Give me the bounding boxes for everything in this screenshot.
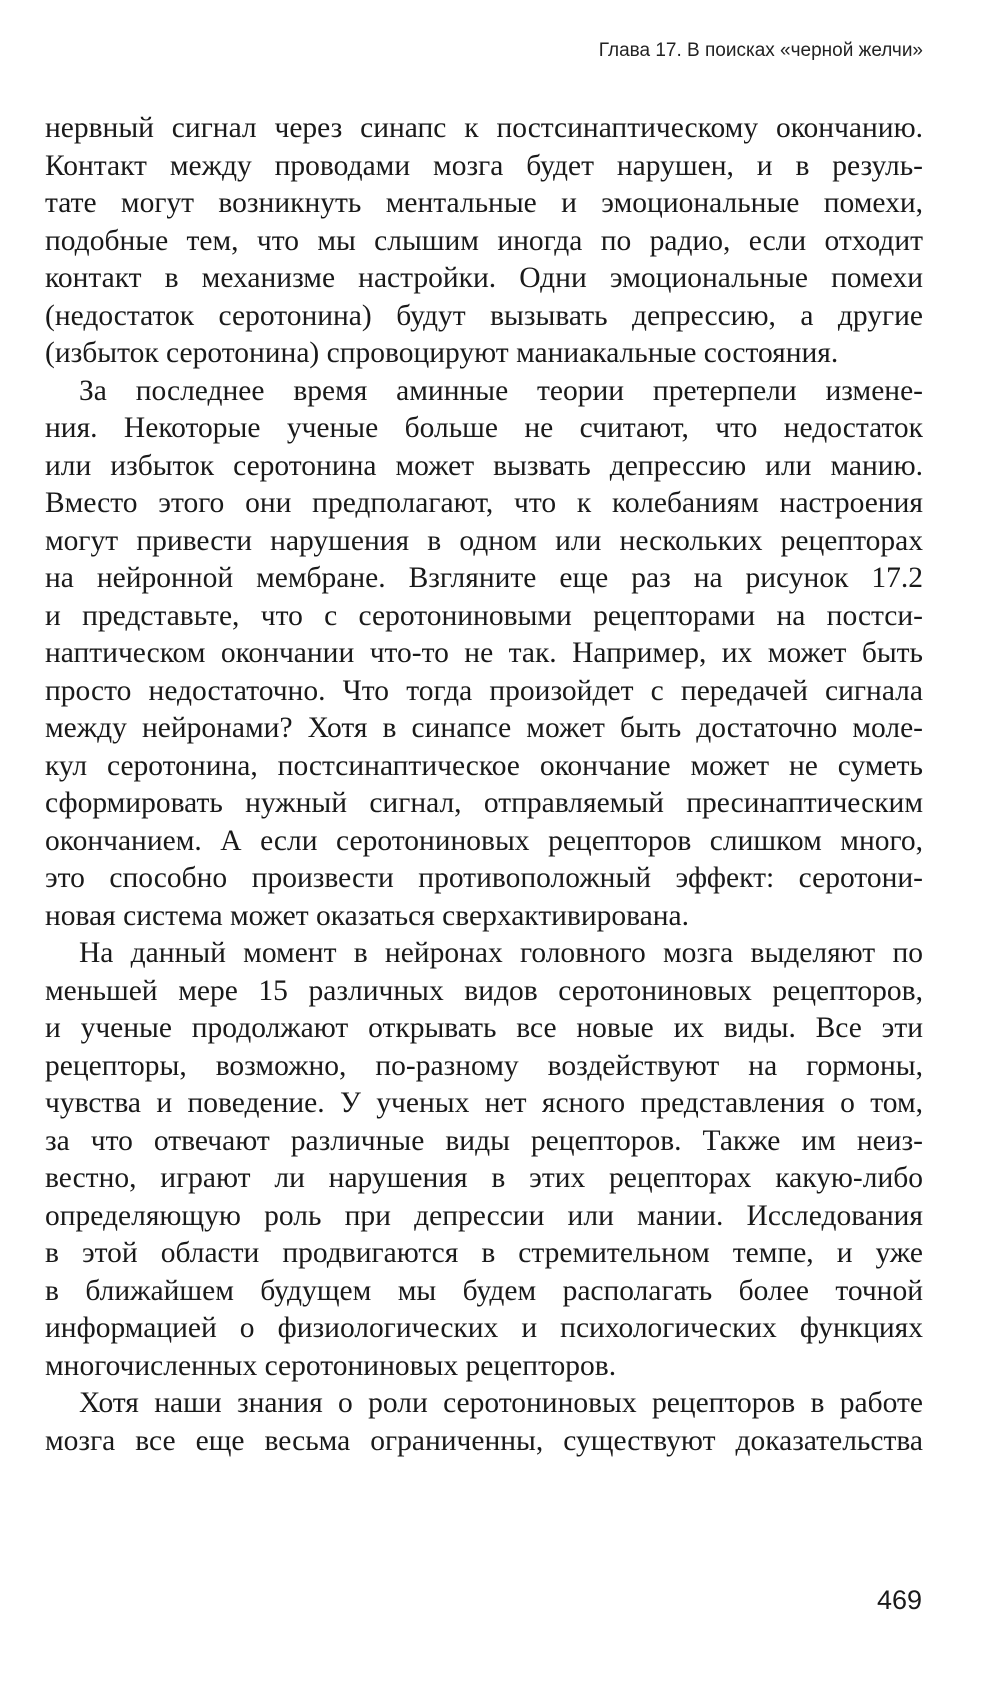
text-line: Контакт между проводами мозга будет нарушен, и в резуль- [45, 149, 923, 182]
text-line: кул серотонина, постсинаптическое окончание может не суметь [45, 749, 923, 782]
paragraph-4 [45, 1385, 923, 1460]
text-line: контакт в механизме настройки. Одни эмоциональные помехи [45, 262, 923, 294]
text-line: просто недостаточно. Что тогда произойдет с передачей сигнала [45, 674, 923, 707]
text-line: рецепторы, возможно, по-разному воздействуют на гормоны, [45, 1049, 923, 1082]
text-line: Хотя наши знания о роли серотониновых рецепторов в работе [79, 1387, 923, 1419]
text-line: нервный сигнал через синапс к постсинаптическому окончанию. [45, 112, 923, 144]
text-line: многочисленных серотониновых рецепторов. [45, 1349, 617, 1382]
text-line: вестно, играют ли нарушения в этих рецепторах какую-либо [45, 1162, 923, 1194]
text-line: на нейронной мембране. Взгляните еще раз на рисунок 17.2 [45, 562, 923, 594]
text-line: меньшей мере 15 различных видов серотониновых рецепторов, [45, 974, 923, 1007]
text-line: за что отвечают различные виды рецепторов. Также им неиз- [45, 1124, 923, 1157]
running-head: Глава 17. В поисках «черной желчи» [598, 40, 923, 61]
text-line: сформировать нужный сигнал, отправляемый пресинаптическим [45, 787, 923, 819]
text-line: в этой области продвигаются в стремительном темпе, и уже [45, 1237, 923, 1269]
text-line: информацией о физиологических и психологических функциях [45, 1312, 923, 1344]
paragraph-3 [45, 935, 923, 1385]
paragraph-1 [45, 110, 923, 373]
text-line: и ученые продолжают открывать все новые их виды. Все эти [45, 1012, 923, 1044]
text-line: наптическом окончании что-то не так. Например, их может быть [45, 637, 923, 669]
text-line: (избыток серотонина) спровоцируют маниакальные состояния. [45, 337, 839, 369]
text-line: ния. Некоторые ученые больше не считают, что недостаток [45, 412, 923, 444]
text-line: в ближайшем будущем мы будем располагать более точной [45, 1274, 923, 1307]
text-line: (недостаток серотонина) будут вызывать депрессию, а другие [45, 299, 923, 332]
text-line: тате могут возникнуть ментальные и эмоциональные помехи, [45, 187, 923, 219]
text-line: между нейронами? Хотя в синапсе может быть достаточно моле- [45, 712, 923, 744]
text-line: На данный момент в нейронах головного мозга выделяют по [79, 937, 923, 969]
paragraph-2 [45, 373, 923, 936]
text-line: Вместо этого они предполагают, что к колебаниям настроения [45, 487, 923, 519]
text-line: определяющую роль при депрессии или мании. Исследования [45, 1199, 923, 1232]
text-line: За последнее время аминные теории претерпели измене- [79, 374, 923, 407]
body-text [45, 110, 923, 1460]
text-line: чувства и поведение. У ученых нет ясного представления о том, [45, 1087, 923, 1119]
text-line: подобные тем, что мы слышим иногда по радио, если отходит [45, 224, 923, 257]
text-line: могут привести нарушения в одном или нескольких рецепторах [45, 524, 923, 557]
text-line: окончанием. А если серотониновых рецепторов слишком много, [45, 824, 923, 857]
text-line: или избыток серотонина может вызвать депрессию или манию. [45, 449, 923, 482]
text-line: и представьте, что с серотониновыми рецепторами на постси- [45, 599, 923, 632]
text-line: это способно произвести противоположный эффект: серотони- [45, 862, 923, 894]
text-line: новая система может оказаться сверхактивирована. [45, 899, 690, 932]
text-line: мозга все еще весьма ограниченны, существуют доказательства [45, 1424, 923, 1457]
page-number: 469 [876, 1585, 922, 1615]
